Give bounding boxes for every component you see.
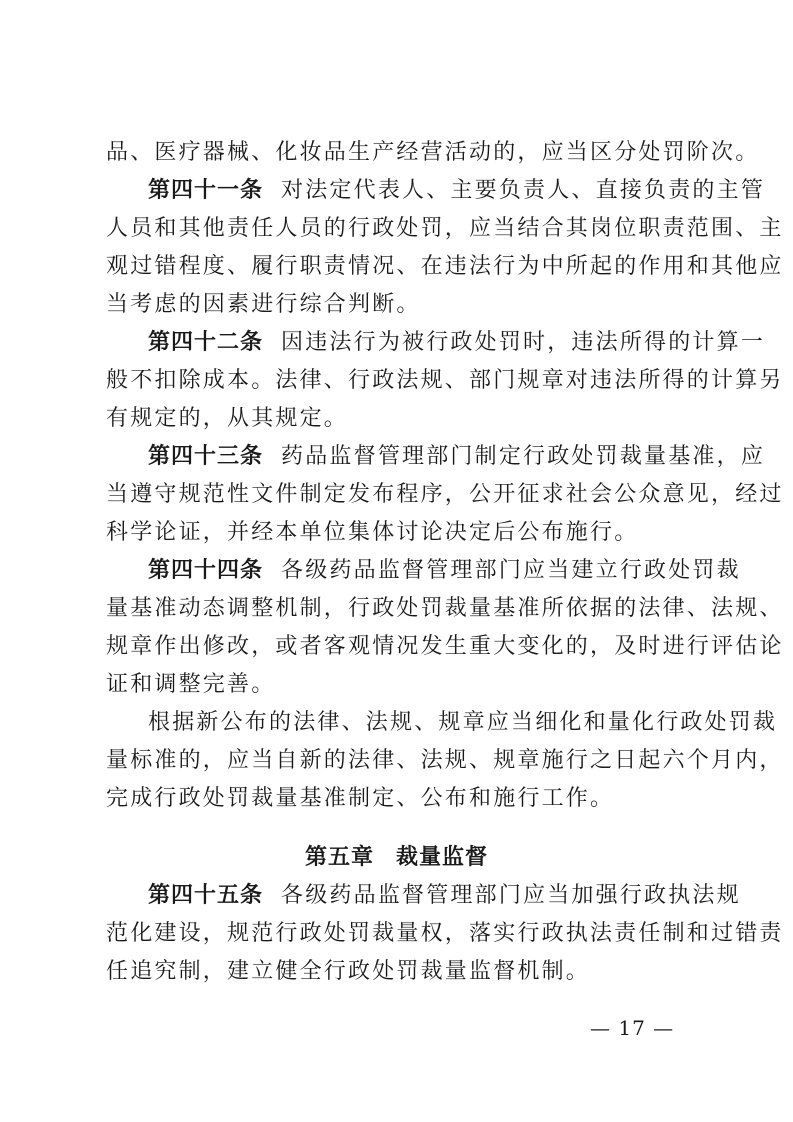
chapter-number: 第五章: [304, 845, 374, 870]
text-line: 品、医疗器械、化妆品生产经营活动的，应当区分处罚阶次。: [106, 140, 760, 165]
text-line: 量基准动态调整机制，行政处罚裁量基准所依据的法律、法规、: [106, 596, 784, 621]
text-line: 人员和其他责任人员的行政处罚，应当结合其岗位职责范围、主: [106, 216, 784, 241]
text-line: 范化建设，规范行政处罚裁量权，落实行政执法责任制和过错责: [106, 921, 784, 946]
text-line: 证和调整完善。: [106, 672, 276, 697]
text-line: 各级药品监督管理部门应当加强行政执法规: [281, 883, 741, 908]
text-line: 当考虑的因素进行综合判断。: [106, 292, 421, 317]
text-line: 当遵守规范性文件制定发布程序，公开征求社会公众意见，经过: [106, 482, 784, 507]
article-42-line: [148, 327, 766, 359]
article-44-heading: 第四十四条: [148, 558, 264, 583]
text-line: 科学论证，并经本单位集体讨论决定后公布施行。: [106, 520, 639, 545]
article-41-line: [148, 175, 766, 207]
text-line: 药品监督管理部门制定行政处罚裁量基准，应: [281, 444, 766, 469]
article-43-line: [148, 441, 766, 473]
article-45-line: [148, 880, 741, 912]
text-line: 有规定的，从其规定。: [106, 406, 349, 431]
text-line: 观过错程度、履行职责情况、在违法行为中所起的作用和其他应: [106, 254, 784, 279]
text-line: 根据新公布的法律、法规、规章应当细化和量化行政处罚裁: [148, 710, 778, 735]
article-41-heading: 第四十一条: [148, 178, 264, 203]
text-line: 规章作出修改，或者客观情况发生重大变化的，及时进行评估论: [106, 634, 784, 659]
article-42-heading: 第四十二条: [148, 330, 264, 355]
text-line: 各级药品监督管理部门应当建立行政处罚裁: [281, 558, 741, 583]
text-line: 对法定代表人、主要负责人、直接负责的主管: [281, 178, 766, 203]
text-line: 任追究制，建立健全行政处罚裁量监督机制。: [106, 959, 591, 984]
article-44-line: [148, 555, 741, 587]
chapter-heading: [0, 842, 793, 874]
text-line: 量标准的，应当自新的法律、法规、规章施行之日起六个月内，: [106, 748, 784, 773]
text-line: 因违法行为被行政处罚时，违法所得的计算一: [281, 330, 766, 355]
article-43-heading: 第四十三条: [148, 444, 264, 469]
page-number: — 17 —: [590, 1016, 675, 1040]
chapter-title: 裁量监督: [396, 845, 489, 870]
text-line: 般不扣除成本。法律、行政法规、部门规章对违法所得的计算另: [106, 368, 784, 393]
article-45-heading: 第四十五条: [148, 883, 264, 908]
text-line: 完成行政处罚裁量基准制定、公布和施行工作。: [106, 786, 615, 811]
